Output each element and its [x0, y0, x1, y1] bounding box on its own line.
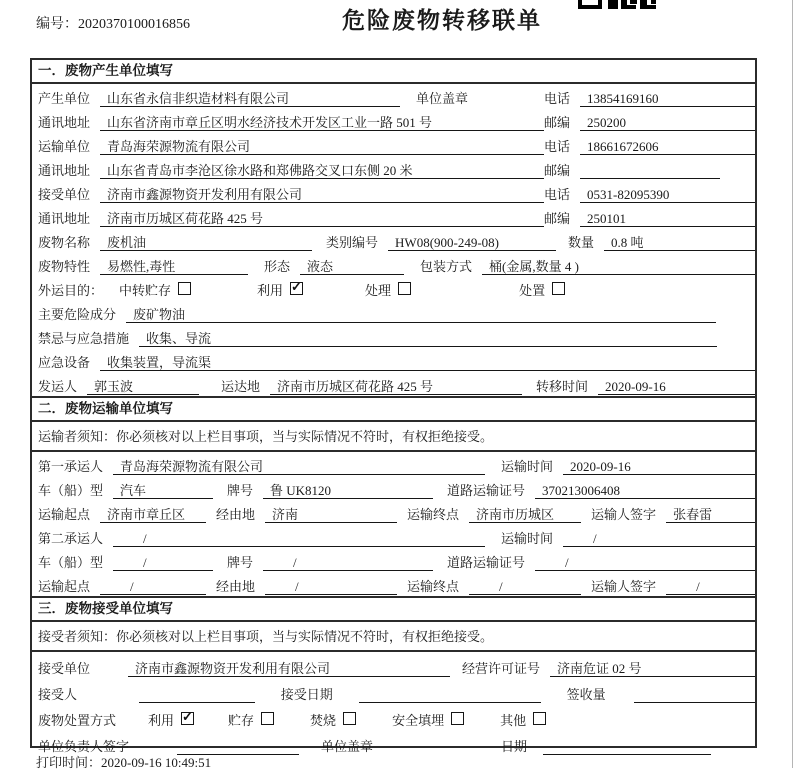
waste-name-value: 废机油	[100, 234, 312, 251]
plate2-value: /	[263, 554, 433, 571]
row-acceptor	[32, 678, 755, 704]
traits-value: 易燃性,毒性	[100, 258, 248, 275]
sign-qty-value	[634, 686, 755, 703]
carrier2-value: /	[113, 530, 485, 547]
row-hazard	[32, 300, 755, 324]
road-license-value: 370213006408	[535, 482, 755, 499]
unit-seal-label: 单位盖章	[321, 739, 374, 754]
address-label: 通讯地址	[38, 211, 91, 226]
qr-code-icon	[578, 0, 658, 10]
accept-unit-label: 接受单位	[38, 661, 91, 676]
row-vehicle1	[32, 476, 755, 500]
address2-right	[544, 160, 755, 179]
transport-time-value: 2020-09-16	[563, 458, 755, 475]
vehicle-type2-value: /	[113, 554, 213, 571]
transport-time-label: 运输时间	[501, 531, 554, 546]
destination-value: 济南市历城区荷花路 425 号	[270, 378, 522, 395]
checkbox-icon[interactable]	[261, 712, 274, 725]
purpose-option-transit-storage	[119, 280, 191, 299]
section2-header: 二．废物运输单位填写	[32, 396, 755, 422]
manifest-form	[30, 58, 757, 754]
equipment-value: 收集装置，导流渠	[100, 354, 755, 371]
acceptor-label: 接受人	[38, 687, 78, 702]
address1-right	[544, 112, 755, 131]
transport-time-label: 运输时间	[501, 459, 554, 474]
checkbox-label: 处置	[519, 283, 546, 298]
checkbox-icon[interactable]	[552, 282, 565, 295]
transport-time2-value: /	[563, 530, 755, 547]
route-via-label: 经由地	[216, 579, 256, 594]
row-waste-traits	[32, 252, 755, 276]
disposal-option-landfill	[392, 710, 464, 729]
phone-label: 电话	[544, 91, 571, 106]
receiver-address-value: 济南市历城区荷花路 425 号	[100, 210, 544, 227]
carrier-sign2-value: /	[666, 578, 755, 595]
row-taboo	[32, 324, 755, 348]
consignor-label: 发运人	[38, 379, 78, 394]
checkbox-label: 中转贮存	[119, 283, 172, 298]
row-disposal	[32, 704, 755, 730]
purpose-option-dispose	[519, 280, 565, 299]
plate-value: 鲁 UK8120	[263, 482, 433, 499]
vehicle-type-value: 汽车	[113, 482, 213, 499]
row-vehicle2	[32, 548, 755, 572]
row-producer-address	[32, 108, 755, 132]
disposal-option-incinerate	[310, 710, 356, 729]
receiver-phone-value: 0531-82095390	[580, 186, 755, 203]
taboo-label: 禁忌与应急措施	[38, 331, 130, 346]
sign-qty-label: 签收量	[566, 687, 606, 702]
road-license-label: 道路运输证号	[447, 483, 526, 498]
address1-left	[38, 112, 544, 131]
zip-label: 邮编	[544, 115, 571, 130]
transporter-label: 运输单位	[38, 139, 91, 154]
transporter-right	[544, 136, 755, 155]
route-end2-value: /	[469, 578, 581, 595]
checkbox-label: 安全填埋	[392, 713, 445, 728]
disposal-label: 废物处置方式	[38, 713, 117, 728]
vehicle-type-label: 车（船）型	[38, 555, 104, 570]
carrier-sign-label: 运输人签字	[591, 579, 657, 594]
leader-sign-label: 单位负责人签字	[38, 739, 130, 754]
date-label: 日期	[501, 739, 528, 754]
checkbox-icon[interactable]	[290, 282, 303, 295]
disposal-option-utilize	[148, 710, 194, 729]
form-label: 形态	[264, 259, 291, 274]
carrier1-value: 青岛海荣源物流有限公司	[113, 458, 485, 475]
section3-header: 三．废物接受单位填写	[32, 596, 755, 622]
print-time-label: 打印时间：	[36, 755, 102, 770]
checkbox-label: 其他	[500, 713, 527, 728]
acceptor-value	[139, 686, 255, 703]
hazard-value: 废矿物油	[126, 306, 716, 323]
row-receiver	[32, 180, 755, 204]
row-accept-unit	[32, 652, 755, 678]
consignor-value: 郭玉波	[87, 378, 199, 395]
row-carrier2	[32, 524, 755, 548]
purpose-option-treat	[365, 280, 411, 299]
zip-label: 邮编	[544, 163, 571, 178]
accept-date-value	[359, 686, 541, 703]
producer-address-value: 山东省济南市章丘区明水经济技术开发区工业一路 501 号	[100, 114, 544, 131]
row-route2	[32, 572, 755, 596]
row-receiver-address	[32, 204, 755, 228]
permit-value: 济南危证 02 号	[550, 660, 755, 677]
checkbox-label: 焚烧	[310, 713, 337, 728]
transporter-address-value: 山东省青岛市李沧区徐水路和郑佛路交叉口东侧 20 米	[100, 162, 544, 179]
row-purpose	[32, 276, 755, 300]
receiver-right	[544, 184, 755, 203]
address2-left	[38, 160, 544, 179]
row-transporter-address	[32, 156, 755, 180]
route-end-label: 运输终点	[407, 579, 460, 594]
row-dispatch	[32, 372, 755, 396]
row-equipment	[32, 348, 755, 372]
address3-left	[38, 208, 544, 227]
transporter-zip-value	[580, 162, 720, 179]
document-header	[0, 0, 796, 46]
disposal-option-other	[500, 710, 546, 729]
address3-right	[544, 208, 755, 227]
quantity-value: 0.8 吨	[604, 234, 755, 251]
print-time-value: 2020-09-16 10:49:51	[101, 755, 212, 770]
form-value: 液态	[300, 258, 404, 275]
waste-name-label: 废物名称	[38, 235, 91, 250]
producer-label: 产生单位	[38, 91, 91, 106]
plate-label: 牌号	[227, 555, 254, 570]
row-carrier1	[32, 452, 755, 476]
address-label: 通讯地址	[38, 163, 91, 178]
checkbox-icon[interactable]	[343, 712, 356, 725]
traits-label: 废物特性	[38, 259, 91, 274]
taboo-value: 收集、导流	[139, 330, 717, 347]
disposal-option-storage	[228, 710, 274, 729]
accept-date-label: 接受日期	[280, 687, 333, 702]
page-title: 危险废物转移联单	[342, 8, 542, 33]
row-waste-name	[32, 228, 755, 252]
route-start2-value: /	[100, 578, 206, 595]
checkbox-label: 处理	[365, 283, 392, 298]
route-via-value: 济南	[265, 506, 397, 523]
producer-zip-value: 250200	[580, 114, 755, 131]
purpose-option-utilize	[257, 280, 303, 299]
hazard-label: 主要危险成分	[38, 307, 117, 322]
zip-label: 邮编	[544, 211, 571, 226]
transporter-phone-value: 18661672606	[580, 138, 755, 155]
category-value: HW08(900-249-08)	[388, 234, 556, 251]
producer-value: 山东省永信非织造材料有限公司	[100, 90, 400, 107]
receiver-notice: 接受者须知：你必须核对以上栏目事项，当与实际情况不符时，有权拒绝接受。	[32, 622, 755, 652]
route-start-label: 运输起点	[38, 579, 91, 594]
route-end-label: 运输终点	[407, 507, 460, 522]
checkbox-label: 贮存	[228, 713, 255, 728]
route-via2-value: /	[265, 578, 397, 595]
purpose-label: 外运目的：	[38, 283, 104, 298]
section1-header: 一．废物产生单位填写	[32, 60, 755, 84]
checkbox-icon[interactable]	[533, 712, 546, 725]
row-transporter	[32, 132, 755, 156]
unit-seal-label: 单位盖章	[416, 91, 469, 106]
carrier2-label: 第二承运人	[38, 531, 104, 546]
route-start-value: 济南市章丘区	[100, 506, 206, 523]
route-via-label: 经由地	[216, 507, 256, 522]
checkbox-icon[interactable]	[178, 282, 191, 295]
carrier-sign-label: 运输人签字	[591, 507, 657, 522]
carrier1-label: 第一承运人	[38, 459, 104, 474]
transporter-notice: 运输者须知：你必须核对以上栏目事项，当与实际情况不符时，有权拒绝接受。	[32, 422, 755, 452]
permit-label: 经营许可证号	[462, 661, 541, 676]
producer-phone-value: 13854169160	[580, 90, 755, 107]
route-start-label: 运输起点	[38, 507, 91, 522]
checkbox-icon[interactable]	[398, 282, 411, 295]
row-route1	[32, 500, 755, 524]
route-end-value: 济南市历城区	[469, 506, 581, 523]
checkbox-label: 利用	[257, 283, 284, 298]
page-edge-line	[792, 0, 793, 768]
transfer-time-label: 转移时间	[536, 379, 589, 394]
road-license-label: 道路运输证号	[447, 555, 526, 570]
transfer-time-value: 2020-09-16	[598, 378, 755, 395]
serial-value: 2020370100016856	[78, 17, 190, 32]
plate-label: 牌号	[227, 483, 254, 498]
producer-left	[38, 88, 544, 107]
checkbox-icon[interactable]	[451, 712, 464, 725]
checkbox-icon[interactable]	[181, 712, 194, 725]
category-label: 类别编号	[326, 235, 379, 250]
producer-right	[544, 88, 755, 107]
checkbox-label: 利用	[148, 713, 175, 728]
transporter-left	[38, 136, 544, 155]
phone-label: 电话	[544, 139, 571, 154]
print-time	[36, 752, 211, 771]
serial-label: 编号：	[36, 17, 78, 32]
receiver-label: 接受单位	[38, 187, 91, 202]
address-label: 通讯地址	[38, 115, 91, 130]
receiver-value: 济南市鑫源物资开发利用有限公司	[100, 186, 544, 203]
vehicle-type-label: 车（船）型	[38, 483, 104, 498]
packing-label: 包装方式	[420, 259, 473, 274]
row-producer	[32, 84, 755, 108]
destination-label: 运达地	[221, 379, 261, 394]
packing-value: 桶(金属,数量 4 )	[482, 258, 755, 275]
phone-label: 电话	[544, 187, 571, 202]
road-license2-value: /	[535, 554, 755, 571]
accept-unit-value: 济南市鑫源物资开发利用有限公司	[128, 660, 450, 677]
equipment-label: 应急设备	[38, 355, 91, 370]
receiver-zip-value: 250101	[580, 210, 755, 227]
transporter-value: 青岛海荣源物流有限公司	[100, 138, 544, 155]
date-value	[543, 738, 711, 755]
carrier-sign-value: 张春雷	[666, 506, 755, 523]
receiver-left	[38, 184, 544, 203]
quantity-label: 数量	[568, 235, 595, 250]
